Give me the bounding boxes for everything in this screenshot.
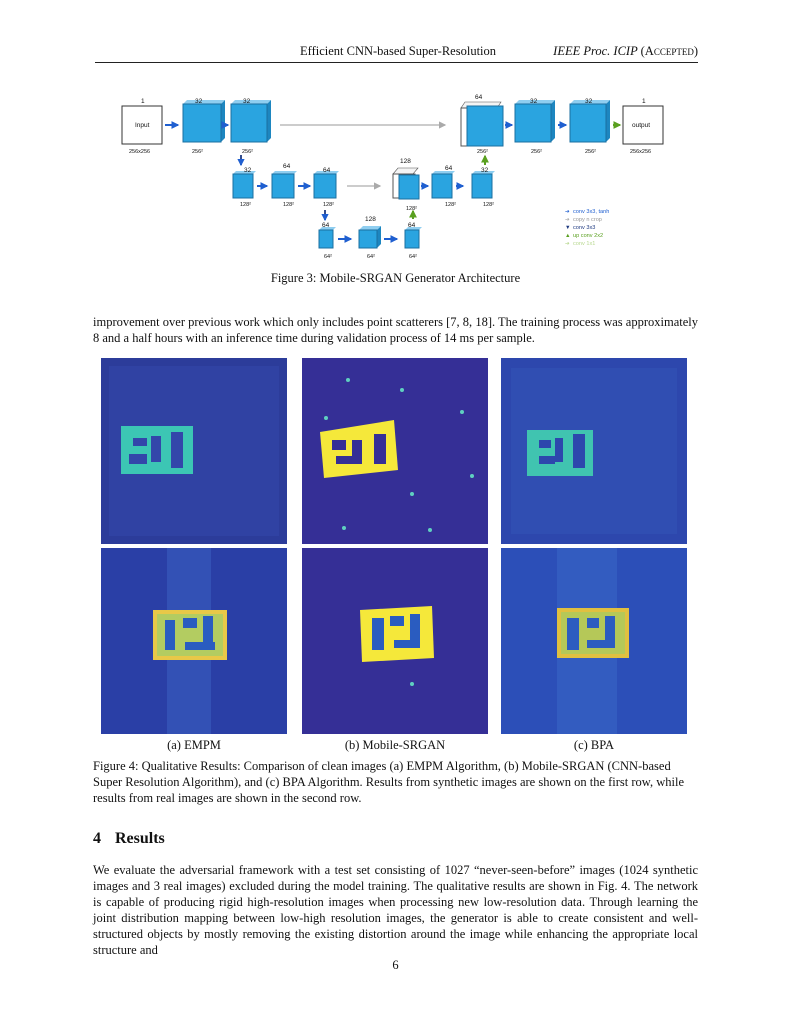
legend-arrow-icon: ▼ bbox=[565, 225, 571, 231]
legend-arrow-icon: ▲ bbox=[565, 233, 571, 239]
svg-text:128²: 128² bbox=[483, 202, 495, 208]
legend-arrow-icon: ➔ bbox=[565, 209, 570, 215]
legend-arrow-icon: ➔ bbox=[565, 241, 570, 247]
legend bbox=[565, 209, 609, 247]
output-label: output bbox=[632, 122, 651, 129]
svg-text:128²: 128² bbox=[283, 202, 295, 208]
conv-block bbox=[405, 230, 419, 248]
body-paragraph-2: We evaluate the adversarial framework with a test set consisting of 1027 “never-seen-before” images (1024 synthetic images and 3 real images) excluded during the model training. The qualitative results are shown in Fig. 4. The network is capable of producing rigid high-resolution images when processing new low-resolution data. Through learning the joint distribution mapping between low-high resolution images, the generator is able to create consistent and well-structured objects by mostly removing the existing distortion around the image while enhancing the appropriate local structure and bbox=[93, 863, 698, 957]
panel-bpa-synthetic bbox=[501, 358, 687, 544]
svg-text:256²: 256² bbox=[192, 149, 204, 155]
svg-text:64: 64 bbox=[323, 167, 331, 174]
conv-block bbox=[314, 174, 336, 198]
svg-text:64: 64 bbox=[445, 165, 453, 172]
svg-text:64²: 64² bbox=[324, 254, 332, 260]
conv-block bbox=[399, 175, 419, 199]
svg-text:256x256: 256x256 bbox=[630, 149, 652, 155]
panel-srgan-real bbox=[302, 548, 488, 734]
conv-block bbox=[272, 174, 294, 198]
svg-text:128: 128 bbox=[400, 158, 411, 165]
svg-text:128²: 128² bbox=[323, 202, 335, 208]
svg-text:conv 1x1: conv 1x1 bbox=[573, 241, 596, 247]
panel-empm-synthetic bbox=[101, 358, 287, 544]
conv-block bbox=[467, 106, 503, 146]
header-venue: IEEE Proc. ICIP (Accepted) bbox=[553, 44, 698, 58]
svg-text:64²: 64² bbox=[409, 254, 417, 260]
svg-text:32: 32 bbox=[244, 167, 252, 174]
conv-block bbox=[231, 104, 267, 142]
page-number: 6 bbox=[392, 958, 399, 972]
svg-text:copy n crop: copy n crop bbox=[573, 217, 602, 223]
architecture-diagram bbox=[115, 92, 675, 264]
svg-text:conv 3x3: conv 3x3 bbox=[573, 225, 596, 231]
svg-text:256²: 256² bbox=[477, 149, 489, 155]
svg-text:64: 64 bbox=[283, 163, 291, 170]
svg-text:256²: 256² bbox=[242, 149, 254, 155]
conv-block bbox=[570, 104, 606, 142]
subcaption-c: (c) BPA bbox=[573, 738, 615, 752]
svg-text:128²: 128² bbox=[445, 202, 457, 208]
panel-empm-real bbox=[101, 548, 287, 734]
conv-block bbox=[183, 104, 221, 142]
section-heading: 4 Results bbox=[93, 830, 165, 847]
conv-block bbox=[472, 174, 492, 198]
subcaption-b: (b) Mobile-SRGAN bbox=[344, 738, 446, 752]
svg-text:32: 32 bbox=[243, 98, 251, 105]
svg-text:256x256: 256x256 bbox=[129, 149, 151, 155]
svg-text:64: 64 bbox=[475, 94, 483, 101]
conv-block bbox=[319, 230, 333, 248]
svg-text:32: 32 bbox=[481, 167, 489, 174]
svg-text:64: 64 bbox=[322, 222, 330, 229]
svg-text:32: 32 bbox=[530, 98, 538, 105]
figure-3-caption: Figure 3: Mobile-SRGAN Generator Architecture bbox=[270, 271, 521, 285]
svg-text:128²: 128² bbox=[240, 202, 252, 208]
svg-text:32: 32 bbox=[195, 98, 203, 105]
conv-block bbox=[233, 174, 253, 198]
middle-row bbox=[233, 158, 495, 212]
svg-text:64²: 64² bbox=[367, 254, 375, 260]
svg-text:128: 128 bbox=[365, 216, 376, 223]
conv-block bbox=[432, 174, 452, 198]
header-title: Efficient CNN-based Super-Resolution bbox=[300, 44, 497, 58]
bottom-row bbox=[319, 216, 422, 260]
top-row bbox=[122, 94, 663, 155]
figure-4-caption: Figure 4: Qualitative Results: Comparison of clean images (a) EMPM Algorithm, (b) Mobile-SRGAN (CNN-based Super Resolution Algorithm), and (c) BPA Algorithm. Results from synthetic images are shown on the first row, while results from real images are shown in the second row. bbox=[93, 759, 685, 805]
subcaption-a: (a) EMPM bbox=[167, 738, 221, 752]
input-label: Input bbox=[135, 122, 150, 129]
conv-block bbox=[515, 104, 551, 142]
svg-text:256²: 256² bbox=[585, 149, 597, 155]
panel-srgan-synthetic bbox=[302, 358, 488, 544]
body-paragraph-1: improvement over previous work which only includes point scatterers [7, 8, 18]. The training process was approximately 8 and a half hours with an inference time during validation process of 14 ms per sample. bbox=[93, 315, 698, 345]
legend-arrow-icon: ➔ bbox=[565, 217, 570, 223]
svg-text:256²: 256² bbox=[531, 149, 543, 155]
conv-block bbox=[359, 230, 377, 248]
svg-text:128²: 128² bbox=[406, 206, 418, 212]
panel-bpa-real bbox=[501, 548, 687, 734]
svg-text:64: 64 bbox=[408, 222, 416, 229]
svg-text:conv 3x3, tanh: conv 3x3, tanh bbox=[573, 209, 610, 215]
svg-text:32: 32 bbox=[585, 98, 593, 105]
svg-text:1: 1 bbox=[642, 98, 646, 105]
running-header bbox=[95, 44, 698, 63]
svg-text:up conv 2x2: up conv 2x2 bbox=[573, 233, 604, 239]
svg-text:1: 1 bbox=[141, 98, 145, 105]
